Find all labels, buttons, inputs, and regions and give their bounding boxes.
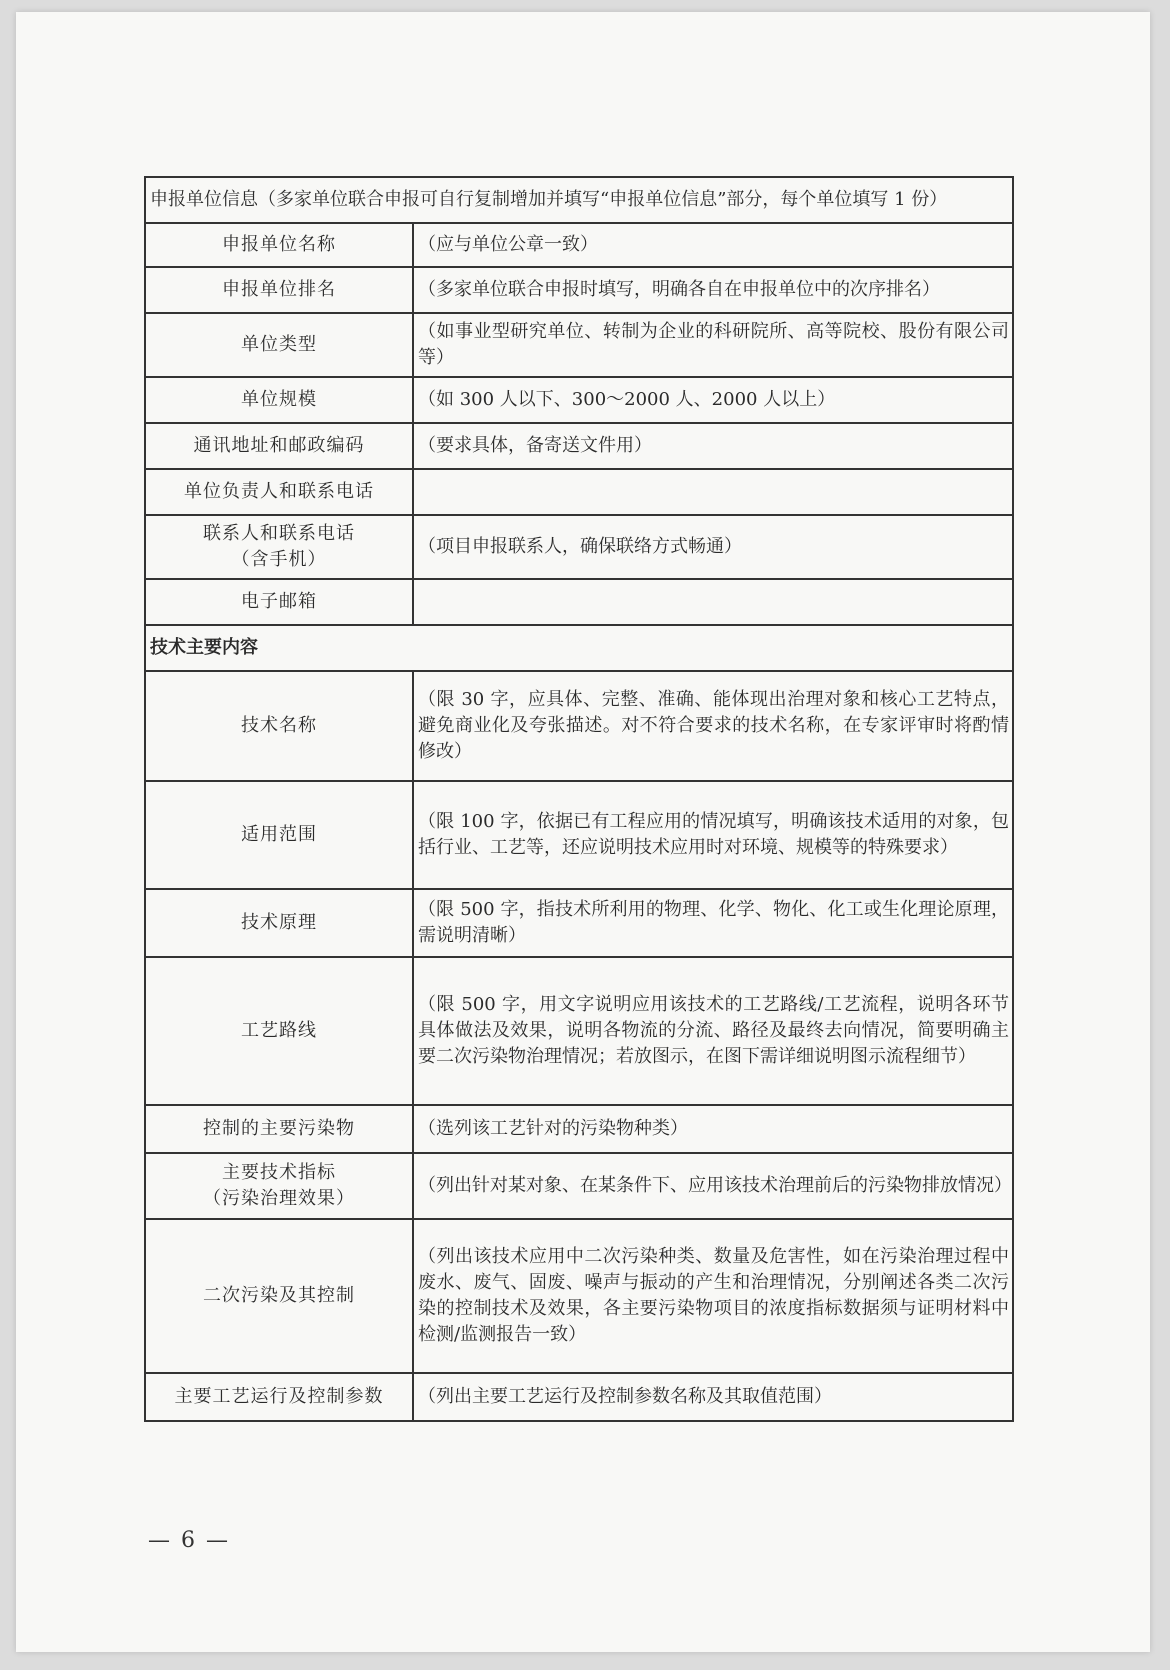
field-value: （要求具体，备寄送文件用） [413, 423, 1013, 469]
field-value: （选列该工艺针对的污染物种类） [413, 1105, 1013, 1153]
field-value: （限 100 字，依据已有工程应用的情况填写，明确该技术适用的对象，包括行业、工艺等，还应说明技术应用时对环境、规模等的特殊要求） [413, 781, 1013, 889]
field-label: 技术原理 [145, 889, 413, 957]
table-row [145, 267, 1013, 313]
field-label-line2: （含手机） [231, 549, 327, 570]
field-label: 单位规模 [145, 377, 413, 423]
section-header-row [145, 177, 1013, 223]
table-row [145, 469, 1013, 515]
table-row [145, 781, 1013, 889]
page-number: — 6 — [148, 1528, 230, 1553]
field-label: 工艺路线 [145, 957, 413, 1105]
field-value: （多家单位联合申报时填写，明确各自在申报单位中的次序排名） [413, 267, 1013, 313]
table-row [145, 1105, 1013, 1153]
table-row [145, 889, 1013, 957]
field-value-empty [413, 469, 1013, 515]
field-value: （限 30 字，应具体、完整、准确、能体现出治理对象和核心工艺特点，避免商业化及夸张描述。对不符合要求的技术名称，在专家评审时将酌情修改） [413, 671, 1013, 781]
field-label: 主要工艺运行及控制参数 [145, 1373, 413, 1421]
field-label-line1: 联系人和联系电话 [203, 523, 355, 544]
table-row [145, 515, 1013, 579]
field-label: 控制的主要污染物 [145, 1105, 413, 1153]
field-label-line1: 主要技术指标 [222, 1162, 336, 1183]
section-title-tech: 技术主要内容 [145, 625, 1013, 671]
field-value: （限 500 字，用文字说明应用该技术的工艺路线/工艺流程，说明各环节具体做法及效果，说明各物流的分流、路径及最终去向情况，简要明确主要二次污染物治理情况；若放图示，在图下需详细说明图示流程细节） [413, 957, 1013, 1105]
field-value-empty [413, 579, 1013, 625]
table-row [145, 223, 1013, 267]
table-row [145, 1153, 1013, 1219]
field-value: （如事业型研究单位、转制为企业的科研院所、高等院校、股份有限公司等） [413, 313, 1013, 377]
table-row [145, 423, 1013, 469]
section-header-row [145, 625, 1013, 671]
table-row [145, 579, 1013, 625]
table-row [145, 1373, 1013, 1421]
table-row [145, 313, 1013, 377]
field-label: 单位类型 [145, 313, 413, 377]
field-value: （项目申报联系人，确保联络方式畅通） [413, 515, 1013, 579]
field-label: 适用范围 [145, 781, 413, 889]
field-label: 通讯地址和邮政编码 [145, 423, 413, 469]
field-label [145, 515, 413, 579]
field-value: （列出针对某对象、在某条件下、应用该技术治理前后的污染物排放情况） [413, 1153, 1013, 1219]
field-value: （列出主要工艺运行及控制参数名称及其取值范围） [413, 1373, 1013, 1421]
field-label: 申报单位名称 [145, 223, 413, 267]
field-value: （应与单位公章一致） [413, 223, 1013, 267]
field-label: 电子邮箱 [145, 579, 413, 625]
table-row [145, 377, 1013, 423]
field-value: （限 500 字，指技术所利用的物理、化学、物化、化工或生化理论原理，需说明清晰） [413, 889, 1013, 957]
field-label: 单位负责人和联系电话 [145, 469, 413, 515]
field-label: 申报单位排名 [145, 267, 413, 313]
table-row [145, 1219, 1013, 1373]
application-form-table [144, 176, 1014, 1422]
field-label: 技术名称 [145, 671, 413, 781]
field-label: 二次污染及其控制 [145, 1219, 413, 1373]
section-title-unit-info: 申报单位信息（多家单位联合申报可自行复制增加并填写“申报单位信息”部分，每个单位填写 1 份） [145, 177, 1013, 223]
table-row [145, 671, 1013, 781]
field-label [145, 1153, 413, 1219]
field-value: （如 300 人以下、300～2000 人、2000 人以上） [413, 377, 1013, 423]
field-value: （列出该技术应用中二次污染种类、数量及危害性，如在污染治理过程中废水、废气、固废、噪声与振动的产生和治理情况，分别阐述各类二次污染的控制技术及效果，各主要污染物项目的浓度指标数据须与证明材料中检测/监测报告一致） [413, 1219, 1013, 1373]
table-row [145, 957, 1013, 1105]
field-label-line2: （污染治理效果） [203, 1188, 355, 1209]
